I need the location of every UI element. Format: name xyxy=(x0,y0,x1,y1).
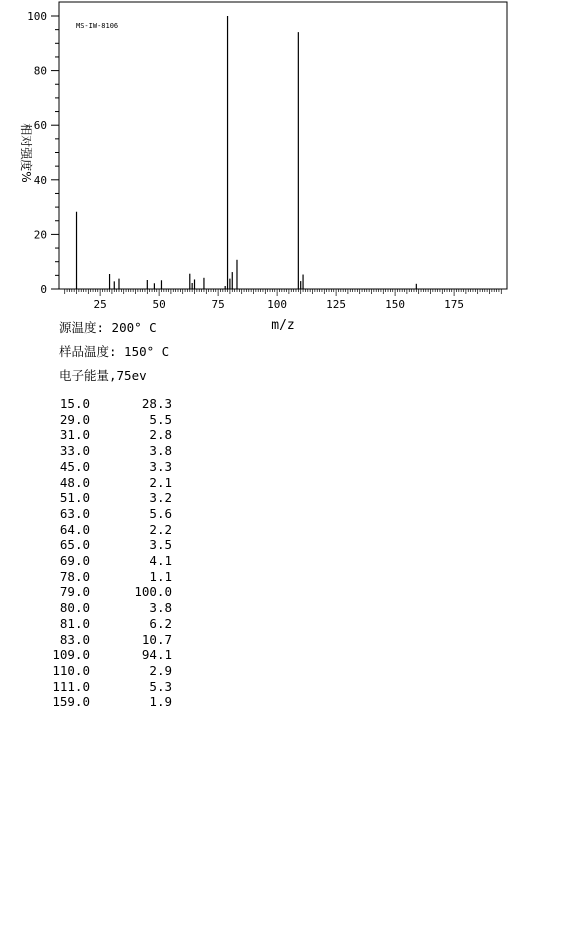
peak-mz: 31.0 xyxy=(59,427,90,443)
peak-intensity: 5.3 xyxy=(149,678,172,694)
peak-intensity: 4.1 xyxy=(149,553,172,569)
peak-mz: 65.0 xyxy=(59,537,90,553)
peak-row xyxy=(50,600,172,616)
y-tick-label: 100 xyxy=(27,10,47,23)
peak-row xyxy=(50,506,172,522)
peak-mz: 63.0 xyxy=(59,505,90,521)
y-tick-label: 0 xyxy=(40,283,47,296)
y-tick-label: 20 xyxy=(33,228,47,242)
peak-intensity: 5.6 xyxy=(149,505,172,521)
peak-mz: 51.0 xyxy=(59,490,90,506)
peak-intensity: 1.1 xyxy=(149,568,172,584)
plot-frame xyxy=(59,2,507,289)
peak-intensity: 10.7 xyxy=(141,631,172,647)
peak-mz: 110.0 xyxy=(52,662,90,678)
peak-intensity: 5.5 xyxy=(149,411,172,427)
peak-row xyxy=(50,475,172,491)
peak-row xyxy=(50,522,172,538)
x-tick-label: 75 xyxy=(211,298,225,311)
x-tick-label: 125 xyxy=(326,298,347,311)
peak-mz: 80.0 xyxy=(59,600,90,616)
peak-mz: 48.0 xyxy=(59,474,90,490)
peak-intensity: 2.2 xyxy=(149,521,172,537)
x-tick-label: 50 xyxy=(152,298,166,311)
peak-mz: 81.0 xyxy=(59,615,90,631)
peak-intensity: 6.2 xyxy=(149,615,172,631)
peak-intensity: 28.3 xyxy=(141,396,172,411)
peak-table xyxy=(50,396,172,710)
peak-mz: 111.0 xyxy=(52,678,90,694)
x-tick-label: 25 xyxy=(93,298,107,311)
peak-intensity: 3.5 xyxy=(149,537,172,553)
y-tick-label: 40 xyxy=(33,173,47,187)
peak-intensity: 3.2 xyxy=(149,490,172,506)
peak-row xyxy=(50,663,172,679)
peak-row xyxy=(50,427,172,443)
y-axis-label: 相对强度% xyxy=(19,123,33,183)
peak-row xyxy=(50,616,172,632)
peak-mz: 78.0 xyxy=(59,568,90,584)
x-tick-label: 175 xyxy=(444,298,465,311)
electron-energy: 电子能量,75ev xyxy=(59,368,147,383)
mass-spectrum-chart xyxy=(0,0,570,340)
peak-intensity: 3.8 xyxy=(149,600,172,616)
peak-row xyxy=(50,553,172,569)
peak-intensity: 1.9 xyxy=(149,694,172,710)
y-tick-label: 80 xyxy=(33,64,47,78)
peak-intensity: 94.1 xyxy=(141,647,172,663)
peak-mz: 159.0 xyxy=(52,694,90,710)
peak-intensity: 2.9 xyxy=(149,662,172,678)
peak-mz: 64.0 xyxy=(59,521,90,537)
peak-row xyxy=(50,490,172,506)
sample-temperature: 样品温度: 150° C xyxy=(59,344,170,359)
peak-row xyxy=(50,569,172,585)
peak-intensity: 2.8 xyxy=(149,427,172,443)
y-tick-label: 60 xyxy=(33,119,47,133)
peak-mz: 45.0 xyxy=(59,458,90,474)
peak-row xyxy=(50,459,172,475)
peak-mz: 33.0 xyxy=(59,443,90,459)
peak-row xyxy=(50,396,172,412)
peak-intensity: 3.8 xyxy=(149,443,172,459)
peak-row xyxy=(50,632,172,648)
peak-mz: 69.0 xyxy=(59,553,90,569)
peak-mz: 15.0 xyxy=(59,396,90,411)
spectrum-peaks xyxy=(77,16,417,289)
x-tick-label: 150 xyxy=(385,298,406,311)
peak-mz: 83.0 xyxy=(59,631,90,647)
peak-mz: 29.0 xyxy=(59,411,90,427)
peak-row xyxy=(50,694,172,710)
chart-title: MS-IW-8106 xyxy=(76,22,119,30)
peak-row xyxy=(50,537,172,553)
x-axis-label: m/z xyxy=(271,318,295,333)
peak-row xyxy=(50,584,172,600)
x-tick-label: 100 xyxy=(267,298,288,311)
peak-row xyxy=(50,412,172,428)
peak-mz: 109.0 xyxy=(52,647,90,663)
peak-row xyxy=(50,443,172,459)
peak-intensity: 100.0 xyxy=(134,584,172,600)
instrument-conditions xyxy=(59,316,169,388)
source-temperature: 源温度: 200° C xyxy=(59,320,157,335)
peak-intensity: 3.3 xyxy=(149,458,172,474)
peak-intensity: 2.1 xyxy=(149,474,172,490)
peak-row xyxy=(50,679,172,695)
x-axis xyxy=(65,289,502,311)
peak-row xyxy=(50,647,172,663)
peak-mz: 79.0 xyxy=(59,584,90,600)
